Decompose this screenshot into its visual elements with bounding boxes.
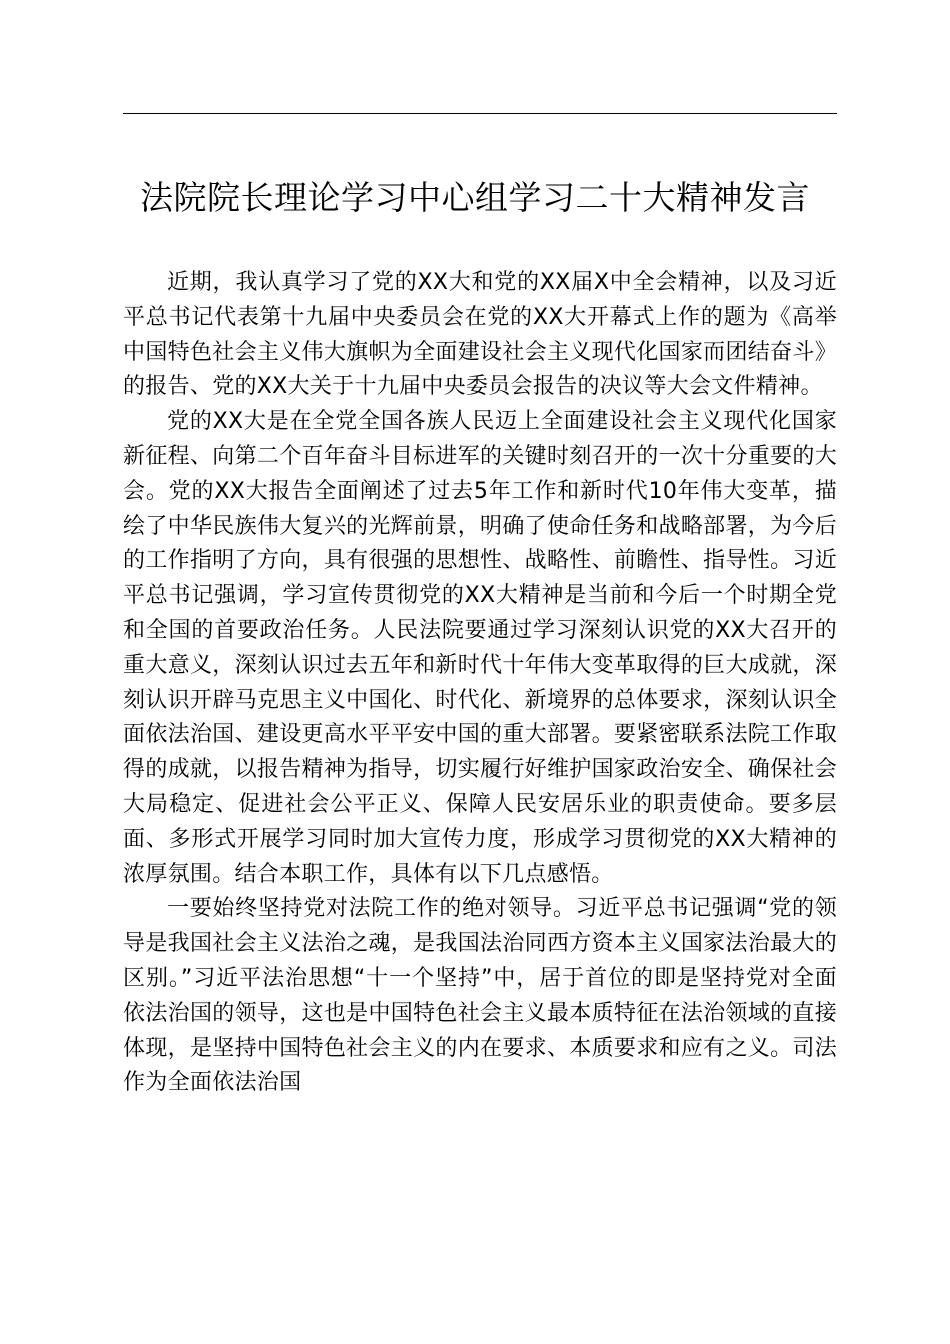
paragraph-intro: 近期，我认真学习了党的XX大和党的XX届X中全会精神，以及习近平总书记代表第十九届中央委员会在党的XX大开幕式上作的题为《高举中国特色社会主义伟大旗帜为全面建设社会主义现代化国家而团结奋斗》的报告、党的XX大关于十九届中央委员会报告的决议等大会文件精神。 [123,270,837,400]
document-body [123,266,837,1101]
header-rule [123,113,837,114]
document-title: 法院院长理论学习中心组学习二十大精神发言 [140,178,810,217]
paragraph-significance: 党的XX大是在全党全国各族人民迈上全面建设社会主义现代化国家新征程、向第二个百年奋斗目标进军的关键时刻召开的一次十分重要的大会。党的XX大报告全面阐述了过去5年工作和新时代10年伟大变革，描绘了中华民族伟大复兴的光辉前景，明确了使命任务和战略部署，为今后的工作指明了方向，具有很强的思想性、战略性、前瞻性、指导性。习近平总书记强调，学习宣传贯彻党的XX大精神是当前和今后一个时期全党和全国的首要政治任务。人民法院要通过学习深刻认识党的XX大召开的重大意义，深刻认识过去五年和新时代十年伟大变革取得的巨大成就，深刻认识开辟马克思主义中国化、时代化、新境界的总体要求，深刻认识全面依法治国、建设更高水平平安中国的重大部署。要紧密联系法院工作取得的成就，以报告精神为指导，切实履行好维护国家政治安全、确保社会大局稳定、促进社会公平正义、保障人民安居乐业的职责使命。要多层面、多形式开展学习同时加大宣传力度，形成学习贯彻党的XX大精神的浓厚氛围。结合本职工作，具体有以下几点感悟。 [123,409,837,887]
paragraph-point-one: 一要始终坚持党对法院工作的绝对领导。习近平总书记强调“党的领导是我国社会主义法治之魂，是我国法治同西方资本主义国家法治最大的区别。”习近平法治思想“十一个坚持”中，居于首位的即是坚持党对全面依法治国的领导，这也是中国特色社会主义最本质特征在法治领域的直接体现，是坚持中国特色社会主义的内在要求、本质要求和应有之义。司法作为全面依法治国 [123,896,837,1096]
